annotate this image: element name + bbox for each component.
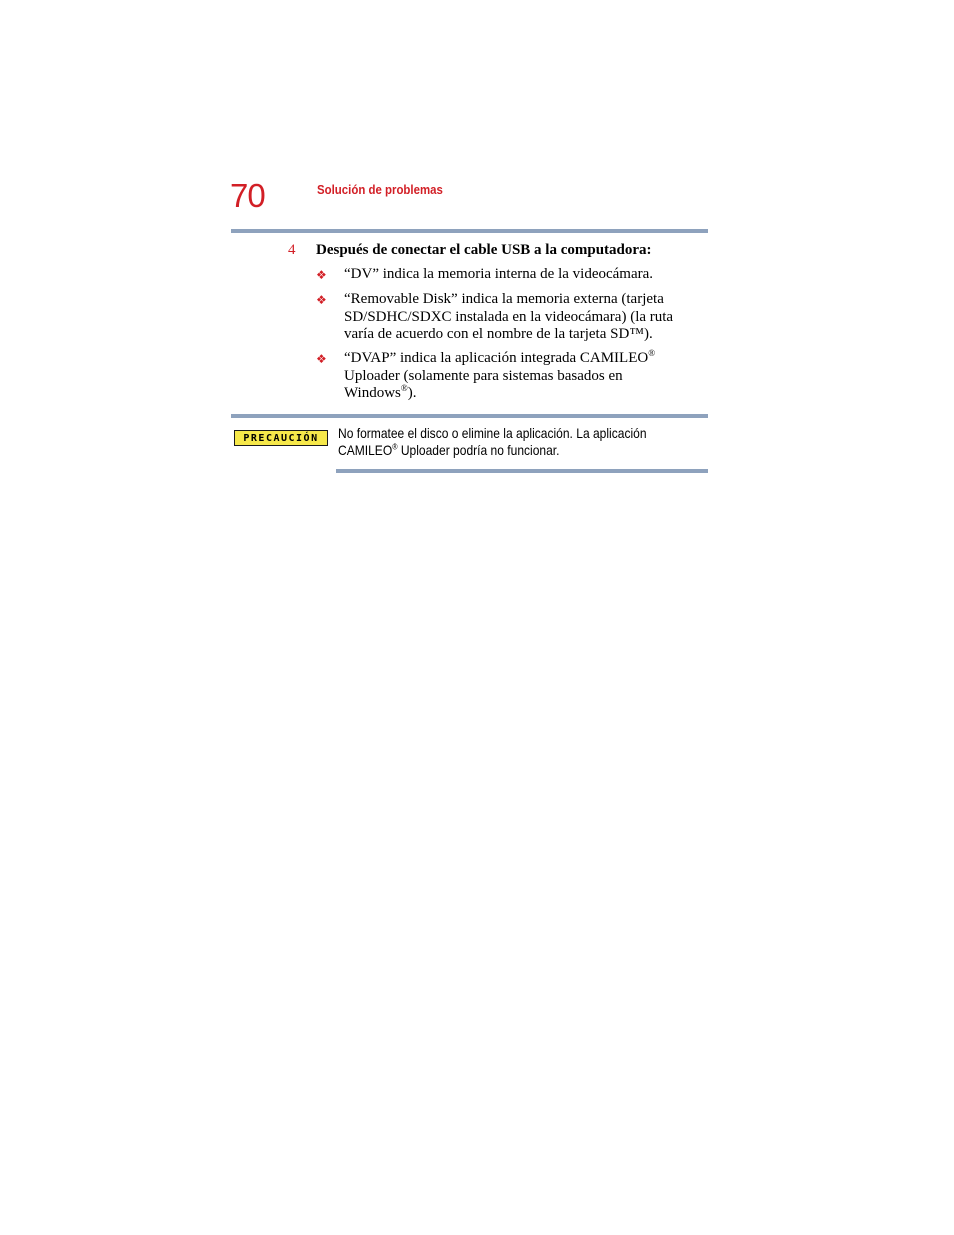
- diamond-bullet-icon: ❖: [316, 293, 327, 307]
- bullet-dvap-text-3: ).: [407, 385, 417, 401]
- caution-text: [338, 425, 665, 459]
- step-number: 4: [288, 242, 296, 258]
- caution-text-2: Uploader podría no funcionar.: [397, 442, 560, 458]
- bullet-item-dv: “DV” indica la memoria interna de la videocámara.: [344, 266, 654, 282]
- section-title: Solución de problemas: [317, 182, 443, 197]
- diamond-bullet-icon: ❖: [316, 352, 327, 366]
- bullet-dvap-text-1: “DVAP” indica la aplicación integrada CAMILEO: [344, 350, 649, 366]
- caution-bottom-divider: [336, 469, 708, 473]
- diamond-bullet-icon: ❖: [316, 268, 327, 282]
- bullet-item-dvap: [344, 350, 694, 403]
- top-divider: [231, 229, 708, 233]
- registered-mark: ®: [400, 383, 408, 393]
- caution-text-1: No formatee el disco o elimine la aplicación. La aplicación CAMILEO: [338, 425, 647, 458]
- registered-mark: ®: [648, 348, 656, 358]
- registered-mark: ®: [392, 441, 398, 452]
- page-number: 70: [230, 177, 265, 214]
- caution-badge: PRECAUCIÓN: [234, 430, 328, 446]
- caution-top-divider: [231, 414, 708, 418]
- step-heading: Después de conectar el cable USB a la computadora:: [316, 242, 652, 258]
- bullet-dvap-text-2: Uploader (solamente para sistemas basados en Windows: [344, 367, 623, 401]
- bullet-item-removable-disk: “Removable Disk” indica la memoria externa (tarjeta SD/SDHC/SDXC instalada en la videocámara) (la ruta varía de acuerdo con el nombre de la tarjeta SD™).: [344, 291, 674, 342]
